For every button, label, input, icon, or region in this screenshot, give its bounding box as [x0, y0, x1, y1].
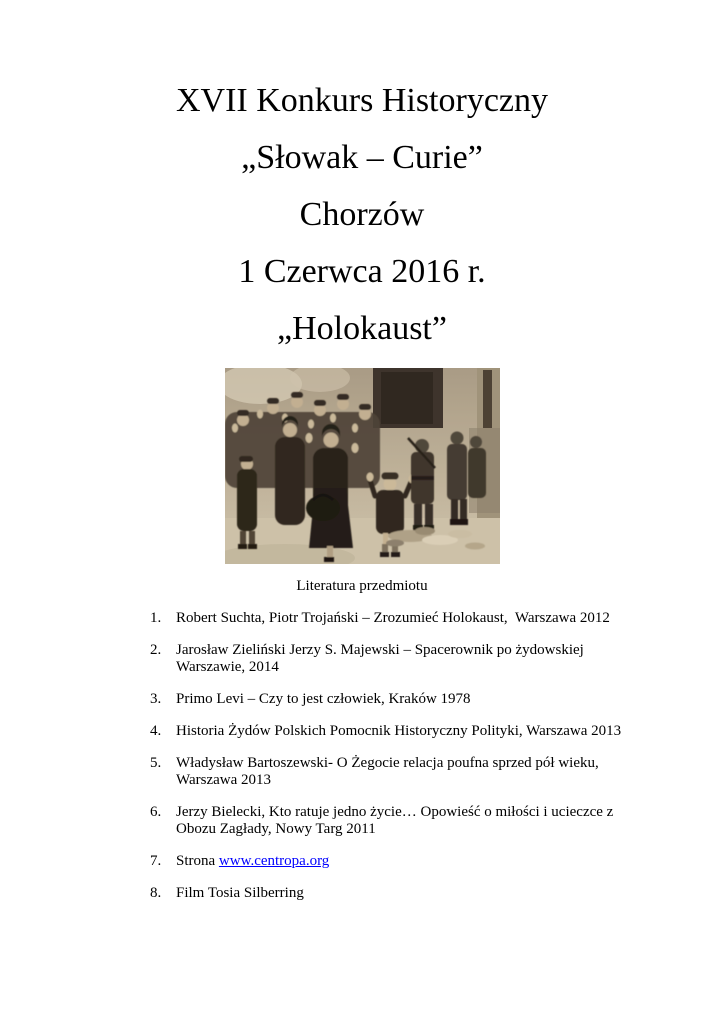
list-item-text: Film Tosia Silberring: [176, 885, 304, 901]
bibliography-item-2: [150, 642, 628, 676]
list-item-number: 7.: [150, 853, 162, 869]
title-line-2: „Słowak – Curie”: [241, 139, 483, 176]
list-item-text: Historia Żydów Polskich Pomocnik Historyczny Polityki, Warszawa 2013: [176, 723, 622, 739]
title-line-3: Chorzów: [299, 196, 425, 233]
list-item-text: Władysław Bartoszewski- O Żegocie relacja poufna sprzed pół wieku, Warszawa 2013: [176, 755, 603, 788]
bibliography-item-4: [150, 723, 628, 740]
list-item-text: Jarosław Zieliński Jerzy S. Majewski – Spacerownik po żydowskiej Warszawie, 2014: [176, 642, 588, 675]
list-item-text: [176, 853, 628, 870]
title-line-4: 1 Czerwca 2016 r.: [238, 253, 486, 290]
document-title: [0, 72, 724, 357]
list-item-number: 8.: [150, 885, 162, 901]
centropa-link[interactable]: www.centropa.org: [218, 853, 330, 869]
list-item-text: Robert Suchta, Piotr Trojański – Zrozumieć Holokaust, Warszawa 2012: [176, 610, 610, 626]
warsaw-ghetto-photo: [225, 368, 500, 564]
bibliography-list: [150, 610, 628, 902]
list-item-number: 4.: [150, 723, 162, 739]
link-prefix: Strona: [176, 853, 219, 869]
list-item-number: 1.: [150, 610, 162, 626]
list-item-number: 3.: [150, 691, 162, 707]
bibliography-item-3: [150, 691, 628, 708]
title-line-1: XVII Konkurs Historyczny: [175, 82, 549, 119]
section-heading: Literatura przedmiotu: [296, 578, 428, 594]
list-item-number: 2.: [150, 642, 162, 658]
list-item-number: 5.: [150, 755, 162, 771]
list-item-number: 6.: [150, 804, 162, 820]
bibliography-item-7: [150, 853, 628, 870]
bibliography-item-1: [150, 610, 628, 627]
bibliography-item-8: [150, 885, 628, 902]
title-line-5: „Holokaust”: [277, 310, 447, 347]
list-item-text: Jerzy Bielecki, Kto ratuje jedno życie… Opowieść o miłości i ucieczce z Obozu Zagłady, Nowy Targ 2011: [176, 804, 618, 837]
bibliography-item-6: [150, 804, 628, 838]
historical-photo: [225, 368, 500, 564]
list-item-text: Primo Levi – Czy to jest człowiek, Kraków 1978: [176, 691, 471, 707]
bibliography-item-5: [150, 755, 628, 789]
